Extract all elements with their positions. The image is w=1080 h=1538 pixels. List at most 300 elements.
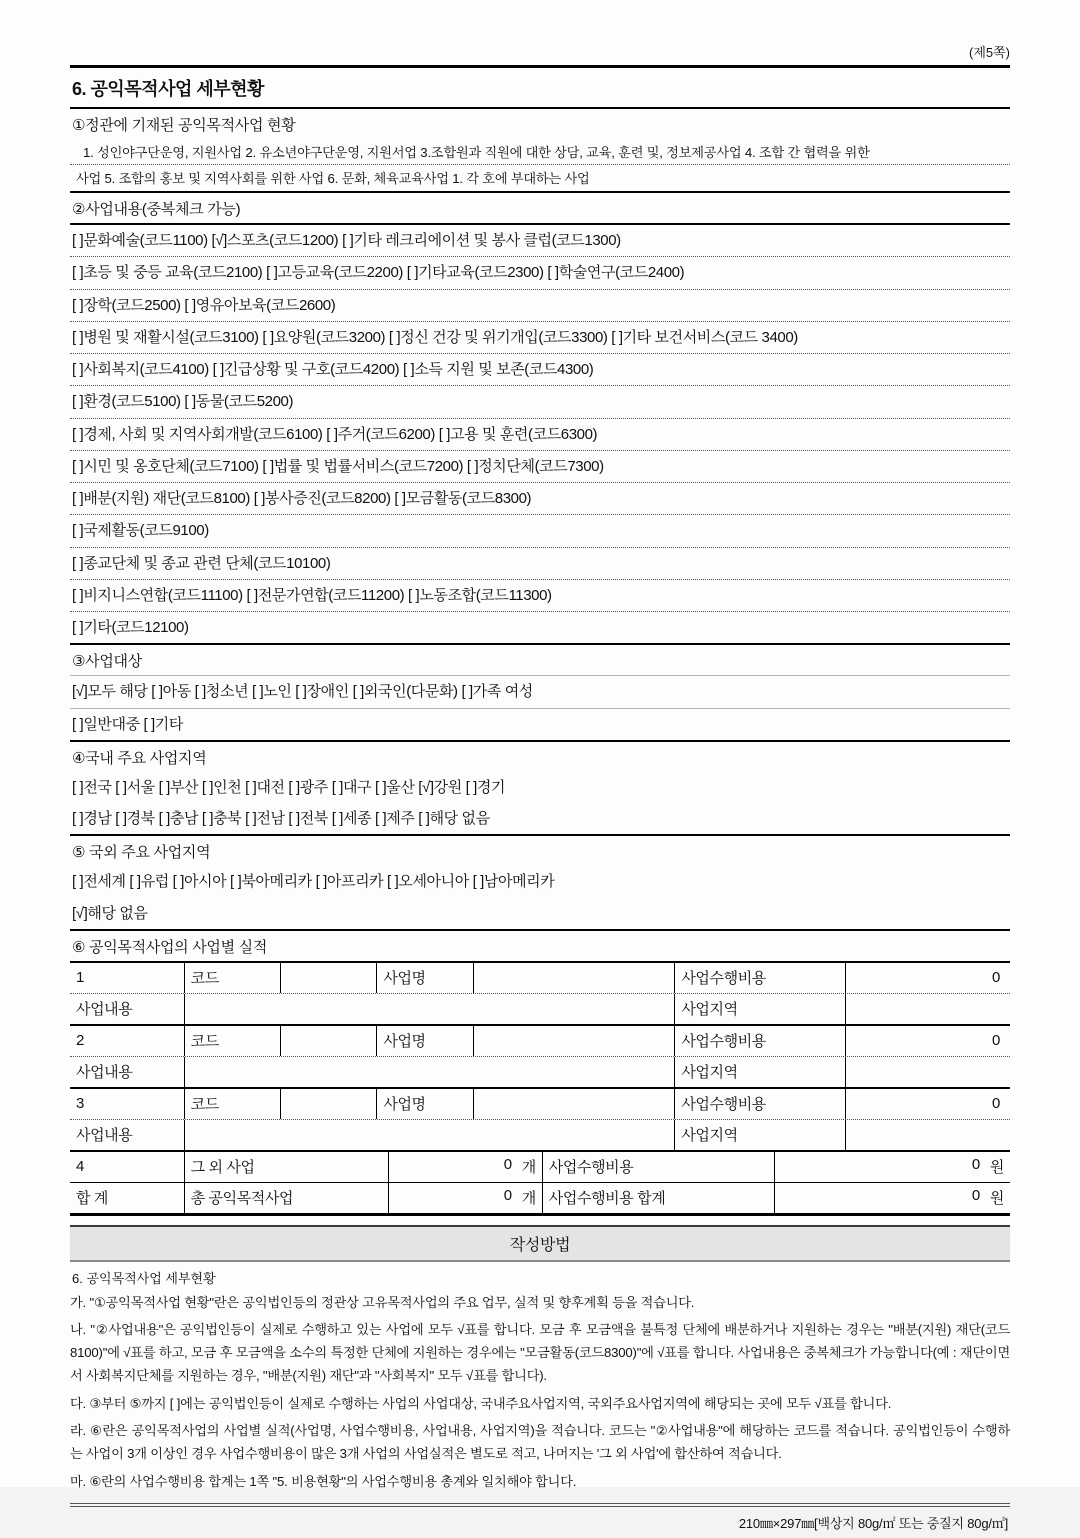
section4-heading: ④국내 주요 사업지역 <box>72 749 207 767</box>
checkbox-unchecked[interactable]: [ ] <box>184 296 196 314</box>
checkbox-item[interactable] <box>202 779 242 796</box>
checkbox-item[interactable] <box>408 587 552 604</box>
section6-heading: ⑥ 공익목적사업의 사업별 실적 <box>72 938 268 956</box>
checkbox-unchecked[interactable]: [ ] <box>72 361 84 378</box>
checkbox-unchecked[interactable]: [ ] <box>246 586 258 604</box>
checkbox-row <box>70 225 1010 257</box>
checkbox-label: 모금활동(코드8300) <box>405 490 532 507</box>
checkbox-unchecked[interactable]: [ ] <box>72 586 84 604</box>
content-value-input[interactable] <box>185 1120 676 1150</box>
checkbox-label: 대전 <box>256 778 285 796</box>
checkbox-unchecked[interactable]: [ ] <box>72 264 84 282</box>
checkbox-unchecked[interactable]: [ ] <box>352 683 364 701</box>
checkbox-item[interactable] <box>387 873 469 890</box>
checkbox-unchecked[interactable]: [ ] <box>201 810 214 827</box>
content-value-input[interactable] <box>185 994 676 1024</box>
checkbox-row <box>70 612 1010 643</box>
checkbox-item[interactable] <box>195 683 249 700</box>
checkbox-item[interactable] <box>375 810 415 827</box>
charter-projects-line1[interactable]: 1. 성인야구단운영, 지원사업 2. 유소년야구단운영, 지원서업 3.조합원과 직원에 대한 상담, 교육, 훈련 및, 정보제공사업 4. 조합 간 협력을 위한 <box>70 139 1010 165</box>
checkbox-label: 강원 <box>433 778 462 796</box>
checkbox-label: 북아메리카 <box>241 873 312 891</box>
other-row-number: 4 <box>70 1152 185 1182</box>
region-label: 사업지역 <box>675 1120 846 1150</box>
content-label: 사업내용 <box>70 994 185 1024</box>
checkbox-row <box>70 709 1010 740</box>
checkbox-unchecked[interactable]: [ ] <box>72 873 84 891</box>
section-overseas-region <box>70 836 1010 931</box>
checkbox-unchecked[interactable]: [ ] <box>158 778 170 796</box>
guide-paragraph: 다. ③부터 ⑤까지 [ ]에는 공익법인등이 실제로 수행하는 사업의 사업대상, 국내주요사업지역, 국외주요사업지역에 해당되는 곳에 모두 √표를 합니다. <box>70 1395 892 1411</box>
code-label: 코드 <box>185 1026 282 1056</box>
overseas-region-checkbox-rows <box>70 866 1010 929</box>
checkbox-row <box>70 290 1010 322</box>
total-cost-unit: 원 <box>989 1190 1004 1208</box>
checkbox-item[interactable] <box>611 329 798 346</box>
checkbox-item[interactable] <box>295 683 349 700</box>
checkbox-item[interactable] <box>403 361 593 378</box>
checkbox-label: 문화예술(코드1100) <box>83 232 208 249</box>
cost-value[interactable]: 0 <box>992 1032 1000 1050</box>
checkbox-item[interactable] <box>342 232 621 249</box>
checkbox-row <box>70 419 1010 451</box>
checkbox-item[interactable] <box>467 458 604 475</box>
guide-paragraph: 라. ⑥란은 공익목적사업의 사업별 실적(사업명, 사업수행비용, 사업내용, 사업지역)을 적습니다. 코드는 "②사업내용"에 해당하는 코드를 적습니다. 공익법인등이 수행하는 사업이 3개 이상인 경우 사업수행비용이 많은 3개 사업의 사업실적은 별도로 적고, 나머지는 '그 외 사업'에 합산하여 적습니다. <box>70 1423 1010 1461</box>
checkbox-unchecked[interactable]: [ ] <box>461 683 473 701</box>
checkbox-unchecked[interactable]: [ ] <box>262 457 274 475</box>
checkbox-item[interactable] <box>547 264 684 281</box>
checkbox-unchecked[interactable]: [ ] <box>212 361 224 378</box>
region-label: 사업지역 <box>675 994 846 1024</box>
instructions-paragraphs <box>70 1292 1010 1494</box>
section3-heading: ③사업대상 <box>70 645 1010 676</box>
checkbox-item[interactable] <box>72 329 259 346</box>
total-row-title: 총 공익목적사업 <box>185 1183 389 1213</box>
checkbox-unchecked[interactable]: [ ] <box>331 810 343 827</box>
checkbox-item[interactable] <box>72 490 250 507</box>
project3-number: 3 <box>70 1089 185 1119</box>
content-label: 사업내용 <box>70 1057 185 1087</box>
other-count-value[interactable]: 0 <box>503 1156 512 1174</box>
total-cost-label: 사업수행비용 합계 <box>543 1183 775 1213</box>
checkbox-item[interactable] <box>262 458 463 475</box>
checkbox-row <box>70 354 1010 386</box>
total-count-unit: 개 <box>521 1190 536 1208</box>
name-value-input[interactable] <box>474 1026 675 1056</box>
checkbox-unchecked[interactable]: [ ] <box>472 873 484 891</box>
checkbox-unchecked[interactable]: [ ] <box>72 393 84 411</box>
region-value-input[interactable] <box>846 1057 1010 1087</box>
code-label: 코드 <box>185 1089 282 1119</box>
checkbox-label: 고등교육(코드2200) <box>277 264 403 282</box>
checkbox-checked[interactable]: [√] <box>72 904 88 922</box>
form-title-block <box>70 65 1010 109</box>
checkbox-item[interactable] <box>418 810 489 827</box>
other-count-unit: 개 <box>521 1159 536 1177</box>
checkbox-label: 청소년 <box>205 683 249 701</box>
checkbox-item[interactable] <box>247 587 405 604</box>
checkbox-item[interactable] <box>72 810 112 827</box>
checkbox-item[interactable] <box>230 873 312 890</box>
section-business-content <box>70 193 1010 645</box>
checkbox-row <box>70 386 1010 418</box>
checkbox-label: 병원 및 재활시설(코드3100) <box>83 328 259 346</box>
section-business-target <box>70 645 1010 742</box>
checkbox-item[interactable] <box>245 810 285 827</box>
checkbox-unchecked[interactable]: [ ] <box>406 264 419 282</box>
checkbox-item[interactable] <box>72 522 209 539</box>
checkbox-label: 해당 없음 <box>429 810 490 827</box>
business-content-checkbox-rows <box>70 225 1010 643</box>
checkbox-row <box>70 257 1010 289</box>
checkbox-label: 유럽 <box>140 873 169 891</box>
checkbox-row <box>70 515 1010 547</box>
checkbox-label: 노동조합(코드11300) <box>419 586 552 604</box>
charter-projects-text <box>70 139 1010 191</box>
cost-label: 사업수행비용 <box>675 1026 846 1056</box>
checkbox-label: 경기 <box>476 778 506 796</box>
checkbox-item[interactable] <box>473 873 555 890</box>
checkbox-unchecked[interactable]: [ ] <box>72 778 84 796</box>
checkbox-unchecked[interactable]: [ ] <box>253 490 266 507</box>
checkbox-label: 동물(코드5200) <box>195 393 294 411</box>
checkbox-label: 사회복지(코드4100) <box>83 361 209 378</box>
code-value-input[interactable] <box>281 963 377 993</box>
checkbox-label: 국제활동(코드9100) <box>83 522 209 540</box>
total-row-label: 합 계 <box>70 1183 185 1213</box>
checkbox-checked[interactable]: [√] <box>72 683 88 701</box>
instructions-header: 작성방법 <box>70 1225 1010 1262</box>
checkbox-unchecked[interactable]: [ ] <box>251 683 264 701</box>
project1-number: 1 <box>70 963 185 993</box>
checkbox-unchecked[interactable]: [ ] <box>326 425 338 443</box>
cost-label: 사업수행비용 <box>675 1089 846 1119</box>
checkbox-item[interactable] <box>389 329 608 346</box>
checkbox-label: 전북 <box>299 810 328 827</box>
checkbox-unchecked[interactable]: [ ] <box>342 232 354 249</box>
checkbox-unchecked[interactable]: [ ] <box>374 810 387 827</box>
checkbox-item[interactable] <box>461 683 532 700</box>
checkbox-unchecked[interactable]: [ ] <box>315 873 327 891</box>
checkbox-item[interactable] <box>262 329 385 346</box>
name-value-input[interactable] <box>474 963 675 993</box>
checkbox-unchecked[interactable]: [ ] <box>143 715 155 733</box>
checkbox-item[interactable] <box>184 393 293 410</box>
checkbox-unchecked[interactable]: [ ] <box>288 810 300 827</box>
checkbox-label: 외국인(다문화) <box>363 683 458 701</box>
checkbox-label: 기타(코드12100) <box>83 619 189 636</box>
other-cost[interactable] <box>775 1152 1010 1182</box>
checkbox-label: 정치단체(코드7300) <box>478 457 604 475</box>
checkbox-unchecked[interactable]: [ ] <box>72 457 84 475</box>
checkbox-label: 기타 <box>154 715 183 733</box>
checkbox-label: 비지니스연합(코드11100) <box>83 586 243 604</box>
region-value-input[interactable] <box>846 1120 1010 1150</box>
section5-heading: ⑤ 국외 주요 사업지역 <box>72 844 211 862</box>
checkbox-unchecked[interactable]: [ ] <box>72 522 84 540</box>
checkbox-item[interactable] <box>332 779 372 796</box>
checkbox-item[interactable] <box>72 297 181 314</box>
name-label: 사업명 <box>377 1026 474 1056</box>
checkbox-row <box>70 483 1010 515</box>
checkbox-label: 울산 <box>386 778 415 796</box>
checkbox-item[interactable] <box>72 619 189 636</box>
checkbox-label: 영유아보육(코드2600) <box>195 296 336 314</box>
code-label: 코드 <box>185 963 282 993</box>
guide-paragraph: 가. "①공익목적사업 현황"란은 공익법인등의 정관상 고유목적사업의 주요 업무, 실적 및 향후계획 등을 적습니다. <box>70 1294 695 1310</box>
checkbox-unchecked[interactable]: [ ] <box>72 619 84 636</box>
project2-number: 2 <box>70 1026 185 1056</box>
checkbox-label: 고용 및 훈련(코드6300) <box>450 425 598 443</box>
checkbox-unchecked[interactable]: [ ] <box>194 683 206 701</box>
checkbox-item[interactable] <box>375 779 415 796</box>
checkbox-label: 시민 및 옹호단체(코드7100) <box>83 457 259 475</box>
checkbox-item[interactable] <box>254 490 391 507</box>
checkbox-label: 주거(코드6200) <box>337 425 435 443</box>
checkbox-label: 환경(코드5100) <box>83 393 181 411</box>
checkbox-item[interactable] <box>266 264 403 281</box>
checkbox-row <box>70 803 1010 834</box>
checkbox-label: 학술연구(코드2400) <box>558 264 685 282</box>
checkbox-item[interactable] <box>173 873 227 890</box>
checkbox-label: 일반대중 <box>83 715 140 733</box>
table-row-project2 <box>70 1026 1010 1057</box>
form-title: 6. 공익목적사업 세부현황 <box>72 79 264 99</box>
checkbox-label: 요양원(코드3200) <box>273 328 386 346</box>
business-target-checkbox-rows <box>70 676 1010 740</box>
checkbox-item[interactable] <box>439 426 597 443</box>
checkbox-label: 남아메리카 <box>483 873 555 891</box>
checkbox-unchecked[interactable]: [ ] <box>245 778 257 796</box>
checkbox-label: 법률 및 법률서비스(코드7200) <box>273 457 464 475</box>
checkbox-label: 아동 <box>162 683 191 701</box>
checkbox-label: 제주 <box>386 810 415 827</box>
section1-heading: ①정관에 기재된 공익목적사업 현황 <box>72 117 296 134</box>
checkbox-item[interactable] <box>72 426 323 443</box>
checkbox-item[interactable] <box>159 779 199 796</box>
checkbox-label: 경제, 사회 및 지역사회개발(코드6100) <box>83 425 323 443</box>
section-domestic-region <box>70 742 1010 837</box>
checkbox-unchecked[interactable]: [ ] <box>295 683 307 701</box>
content-label: 사업내용 <box>70 1120 185 1150</box>
code-value-input[interactable] <box>281 1026 377 1056</box>
checkbox-item[interactable] <box>72 779 112 796</box>
checkbox-label: 전국 <box>83 778 112 796</box>
checkbox-unchecked[interactable]: [ ] <box>72 425 84 443</box>
page-number-marker: (제5쪽) <box>968 45 1010 60</box>
checkbox-unchecked[interactable]: [ ] <box>245 810 257 827</box>
checkbox-item[interactable] <box>72 716 140 733</box>
checkbox-row <box>70 898 1010 929</box>
checkbox-unchecked[interactable]: [ ] <box>172 873 184 891</box>
checkbox-label: 세종 <box>343 810 372 827</box>
name-value-input[interactable] <box>474 1089 675 1119</box>
domestic-region-checkbox-rows <box>70 772 1010 835</box>
checkbox-item[interactable] <box>151 683 191 700</box>
checkbox-item[interactable] <box>72 458 259 475</box>
checkbox-item[interactable] <box>184 297 335 314</box>
checkbox-unchecked[interactable]: [ ] <box>403 361 415 378</box>
performance-table <box>70 961 1010 1216</box>
checkbox-item[interactable] <box>72 264 262 281</box>
checkbox-label: 기타교육(코드2300) <box>418 264 544 282</box>
checkbox-label: 해당 없음 <box>87 904 148 922</box>
checkbox-unchecked[interactable]: [ ] <box>72 490 84 507</box>
other-cost-label: 사업수행비용 <box>543 1152 775 1182</box>
checkbox-unchecked[interactable]: [ ] <box>388 328 401 346</box>
checkbox-unchecked[interactable]: [ ] <box>201 778 214 796</box>
checkbox-row <box>70 548 1010 580</box>
table-row-project3-detail <box>70 1120 1010 1152</box>
checkbox-unchecked[interactable]: [ ] <box>465 778 477 796</box>
cost-value[interactable]: 0 <box>992 969 1000 987</box>
name-label: 사업명 <box>377 1089 474 1119</box>
region-label: 사업지역 <box>675 1057 846 1087</box>
checkbox-label: 전세계 <box>83 873 126 891</box>
checkbox-unchecked[interactable]: [ ] <box>184 393 196 411</box>
total-cost[interactable] <box>775 1183 1010 1213</box>
checkbox-item[interactable] <box>245 779 285 796</box>
checkbox-unchecked[interactable]: [ ] <box>611 328 623 346</box>
checkbox-label: 오세아니아 <box>398 873 469 891</box>
checkbox-unchecked[interactable]: [ ] <box>151 683 163 701</box>
checkbox-label: 장애인 <box>306 683 349 701</box>
checkbox-unchecked[interactable]: [ ] <box>72 328 84 346</box>
checkbox-unchecked[interactable]: [ ] <box>115 778 127 796</box>
checkbox-item[interactable] <box>159 810 199 827</box>
instructions-subheading: 6. 공익목적사업 세부현황 <box>72 1270 216 1286</box>
checkbox-row <box>70 451 1010 483</box>
checkbox-unchecked[interactable]: [ ] <box>72 810 84 827</box>
checkbox-item[interactable] <box>72 361 209 378</box>
cost-value[interactable]: 0 <box>992 1095 1000 1113</box>
checkbox-label: 인천 <box>213 778 242 796</box>
checkbox-label: 노인 <box>263 683 292 701</box>
guide-paragraph: 나. "②사업내용"은 공익법인등이 실제로 수행하고 있는 사업에 모두 √표를 합니다. 모금 후 모금액을 불특정 단체에 배분하거나 지원하는 경우는 "배분(지원) 재단(코드8100)"에 √표를 하고, 모금 후 모금액을 소수의 특정한 단체에 지원하는 경우에는 "모금활동(코드8300)"에 √표를 합니다. 사업내용은 중복체크가 가능합니다(예 : 재단이면서 사회복지단체를 지원하는 경우, "배분(지원) 재단"과 "사회복지" 모두 √표를 합니다). <box>70 1322 1010 1383</box>
checkbox-unchecked[interactable]: [ ] <box>418 810 430 827</box>
checkbox-unchecked[interactable]: [ ] <box>72 715 84 733</box>
checkbox-item[interactable] <box>115 779 155 796</box>
checkbox-unchecked[interactable]: [ ] <box>466 457 479 475</box>
checkbox-unchecked[interactable]: [ ] <box>230 873 242 891</box>
guide-paragraph: 마. ⑥란의 사업수행비용 합계는 1쪽 "5. 비용현황"의 사업수행비용 총계와 일치해야 합니다. <box>70 1473 577 1489</box>
table-row-total <box>70 1183 1010 1213</box>
checkbox-row <box>70 866 1010 897</box>
checkbox-unchecked[interactable]: [ ] <box>331 778 343 796</box>
checkbox-item[interactable] <box>332 810 372 827</box>
other-cost-value[interactable]: 0 <box>971 1156 980 1174</box>
checkbox-unchecked[interactable]: [ ] <box>387 873 399 891</box>
other-row-label: 그 외 사업 <box>185 1152 389 1182</box>
checkbox-checked[interactable]: [√] <box>418 778 434 796</box>
checkbox-item[interactable] <box>353 683 458 700</box>
table-row-project2-detail <box>70 1057 1010 1089</box>
checkbox-unchecked[interactable]: [ ] <box>115 810 127 827</box>
region-value-input[interactable] <box>846 994 1010 1024</box>
checkbox-label: 전문가연합(코드11200) <box>257 586 405 604</box>
checkbox-label: 가족 여성 <box>472 683 533 701</box>
checkbox-item[interactable] <box>316 873 384 890</box>
checkbox-item[interactable] <box>72 587 243 604</box>
checkbox-row <box>70 676 1010 708</box>
checkbox-unchecked[interactable]: [ ] <box>129 873 141 891</box>
checkbox-item[interactable] <box>288 810 328 827</box>
checkbox-checked[interactable]: [√] <box>211 232 227 249</box>
other-cost-unit: 원 <box>989 1159 1004 1177</box>
checkbox-item[interactable] <box>213 361 400 378</box>
checkbox-label: 대구 <box>343 778 372 796</box>
checkbox-item[interactable] <box>418 779 462 796</box>
checkbox-item[interactable] <box>72 873 126 890</box>
checkbox-item[interactable] <box>115 810 155 827</box>
checkbox-unchecked[interactable]: [ ] <box>547 264 559 282</box>
checkbox-label: 광주 <box>299 778 328 796</box>
checkbox-item[interactable] <box>211 232 338 249</box>
section-charter-projects <box>70 109 1010 193</box>
table-row-project3 <box>70 1089 1010 1120</box>
checkbox-label: 초등 및 중등 교육(코드2100) <box>83 264 263 282</box>
checkbox-item[interactable] <box>202 810 242 827</box>
checkbox-item[interactable] <box>72 393 181 410</box>
checkbox-unchecked[interactable]: [ ] <box>72 296 84 314</box>
charter-projects-line2[interactable]: 사업 5. 조합의 홍보 및 지역사회를 위한 사업 6. 문화, 체육교육사업 1. 각 호에 부대하는 사업 <box>76 171 590 186</box>
table-row-project1-detail <box>70 994 1010 1026</box>
checkbox-item[interactable] <box>72 555 330 572</box>
checkbox-label: 전남 <box>256 810 285 827</box>
checkbox-item[interactable] <box>394 490 531 507</box>
checkbox-item[interactable] <box>326 426 435 443</box>
checkbox-unchecked[interactable]: [ ] <box>72 554 84 572</box>
paper-spec-footer: 210㎜×297㎜[백상지 80g/㎡ 또는 중질지 80g/㎡] <box>738 1516 1008 1532</box>
total-row-count[interactable] <box>389 1183 543 1213</box>
checkbox-row <box>70 322 1010 354</box>
instructions-section <box>70 1225 1010 1494</box>
checkbox-item[interactable] <box>72 905 148 922</box>
checkbox-item[interactable] <box>72 232 208 249</box>
other-row-count[interactable] <box>389 1152 543 1182</box>
checkbox-unchecked[interactable]: [ ] <box>394 490 406 507</box>
table-row-other-projects <box>70 1152 1010 1183</box>
checkbox-item[interactable] <box>466 779 506 796</box>
section2-heading: ②사업내용(중복체크 가능) <box>70 193 1010 225</box>
checkbox-label: 경남 <box>83 810 112 827</box>
checkbox-label: 긴급상황 및 구호(코드4200) <box>223 361 400 378</box>
checkbox-unchecked[interactable]: [ ] <box>408 586 420 604</box>
checkbox-item[interactable] <box>252 683 292 700</box>
checkbox-unchecked[interactable]: [ ] <box>438 425 451 443</box>
checkbox-label: 정신 건강 및 위기개입(코드3300) <box>400 328 608 346</box>
total-cost-value[interactable]: 0 <box>971 1187 980 1205</box>
checkbox-unchecked[interactable]: [ ] <box>288 778 300 796</box>
name-label: 사업명 <box>377 963 474 993</box>
checkbox-label: 봉사증진(코드8200) <box>265 490 391 507</box>
checkbox-unchecked[interactable]: [ ] <box>374 778 387 796</box>
checkbox-item[interactable] <box>143 716 183 733</box>
content-value-input[interactable] <box>185 1057 676 1087</box>
checkbox-unchecked[interactable]: [ ] <box>158 810 170 827</box>
checkbox-item[interactable] <box>288 779 328 796</box>
section-project-performance <box>70 931 1010 1216</box>
checkbox-unchecked[interactable]: [ ] <box>72 232 84 249</box>
total-count-value[interactable]: 0 <box>503 1187 512 1205</box>
checkbox-unchecked[interactable]: [ ] <box>266 264 278 282</box>
checkbox-item[interactable] <box>72 683 148 700</box>
code-value-input[interactable] <box>281 1089 377 1119</box>
checkbox-label: 서울 <box>126 778 155 796</box>
checkbox-item[interactable] <box>407 264 544 281</box>
checkbox-unchecked[interactable]: [ ] <box>262 328 274 346</box>
checkbox-item[interactable] <box>129 873 169 890</box>
